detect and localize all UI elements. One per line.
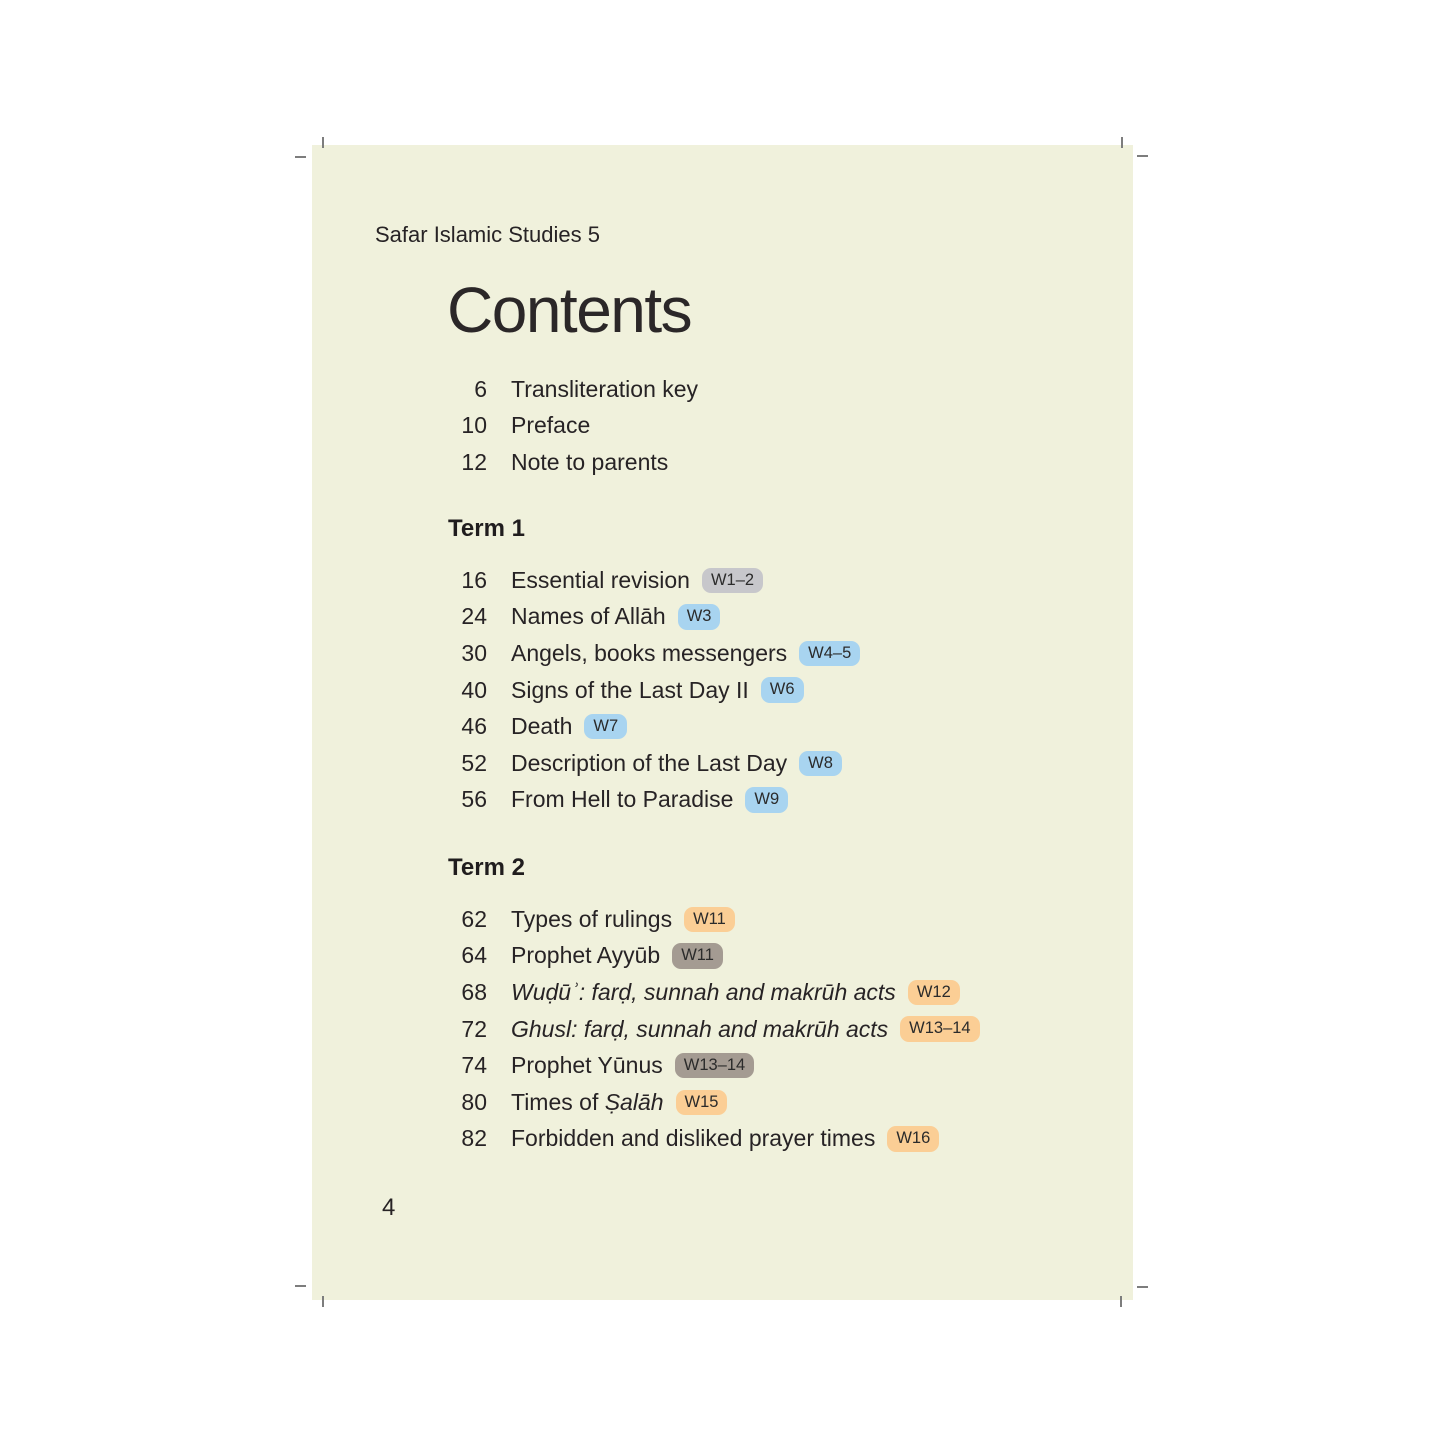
toc-row [312,782,1133,819]
crop-mark-bottom-right-horizontal [1137,1286,1148,1288]
toc-row [312,901,1133,938]
toc-entry-title: Prophet Yūnus [511,1052,663,1079]
front-matter-list [312,371,1133,481]
toc-row [312,371,1133,408]
toc-entry-title: From Hell to Paradise [511,786,734,813]
toc-page-number: 56 [461,786,487,813]
crop-mark-top-left-vertical [322,137,324,148]
week-badge: W11 [672,943,723,969]
week-badge: W12 [908,980,960,1006]
crop-mark-top-right-horizontal [1137,155,1148,157]
toc-row [312,974,1133,1011]
toc-entry-title: Wuḍūʾ: farḍ, sunnah and makrūh acts [511,978,896,1005]
toc-row [312,562,1133,599]
toc-entry-title: Times of Ṣalāh [511,1088,664,1115]
toc-section [312,511,1133,818]
toc-page-number: 52 [461,749,487,776]
week-badge: W13–14 [900,1016,979,1042]
week-badge: W3 [678,604,721,630]
toc-page-number: 74 [461,1052,487,1079]
toc-entry-title: Signs of the Last Day II [511,676,749,703]
toc-page-number: 68 [461,978,487,1005]
toc-list [312,901,1133,1157]
toc-row [312,1011,1133,1048]
toc-entry-title: Essential revision [511,566,690,593]
toc-row [312,408,1133,445]
toc-entry-title: Names of Allāh [511,603,666,630]
toc-page-number: 62 [461,905,487,932]
toc-entry-title: Angels, books messengers [511,639,788,666]
toc-entry-title: Prophet Ayyūb [511,942,661,969]
week-badge: W6 [761,677,804,703]
toc-entry-title: Note to parents [511,448,669,475]
toc-entry-title: Transliteration key [511,375,699,402]
page-title: Contents [447,274,692,346]
crop-mark-top-right-vertical [1121,137,1123,148]
crop-mark-bottom-right-vertical [1120,1296,1122,1307]
toc-entry-title: Description of the Last Day [511,749,788,776]
week-badge: W15 [676,1090,728,1116]
toc-entry-title-italic-part: Ṣalāh [604,1088,664,1115]
toc-entry-title: Preface [511,412,591,439]
toc-row [312,599,1133,636]
contents-page [312,145,1133,1300]
toc-page-number: 80 [461,1088,487,1115]
week-badge: W9 [745,787,788,813]
toc-page-number: 46 [461,713,487,740]
toc-entry-title: Death [511,713,573,740]
week-badge: W7 [584,714,627,740]
week-badge: W13–14 [675,1053,754,1079]
toc-list [312,562,1133,818]
week-badge: W1–2 [702,568,763,594]
toc-row [312,1121,1133,1158]
running-head: Safar Islamic Studies 5 [375,222,600,247]
toc-page-number: 64 [461,942,487,969]
toc-page-number: 30 [461,639,487,666]
toc-row [312,938,1133,975]
section-heading: Term 1 [448,515,525,542]
toc-row [312,444,1133,481]
toc-page-number: 16 [461,566,487,593]
toc-page-number: 6 [474,375,487,402]
toc-row [312,1084,1133,1121]
toc-page-number: 10 [461,412,487,439]
week-badge: W4–5 [799,641,860,667]
crop-mark-bottom-left-vertical [322,1296,324,1307]
crop-mark-top-left-horizontal [295,156,306,158]
toc-page-number: 12 [461,448,487,475]
toc-row [312,1047,1133,1084]
toc-row [312,708,1133,745]
toc-page-number: 24 [461,603,487,630]
toc-row [312,745,1133,782]
week-badge: W8 [799,751,842,777]
toc-row [312,672,1133,709]
toc-entry-title: Forbidden and disliked prayer times [511,1125,876,1152]
toc-page-number: 40 [461,676,487,703]
toc-page-number: 82 [461,1125,487,1152]
toc-entry-title: Types of rulings [511,905,673,932]
crop-mark-bottom-left-horizontal [295,1285,306,1287]
week-badge: W16 [887,1126,939,1152]
toc-page-number: 72 [461,1015,487,1042]
toc-section [312,850,1133,1157]
week-badge: W11 [684,907,735,933]
section-heading: Term 2 [448,854,525,881]
toc-row [312,635,1133,672]
toc-entry-title: Ghusl: farḍ, sunnah and makrūh acts [511,1015,889,1042]
folio-page-number: 4 [382,1194,396,1221]
